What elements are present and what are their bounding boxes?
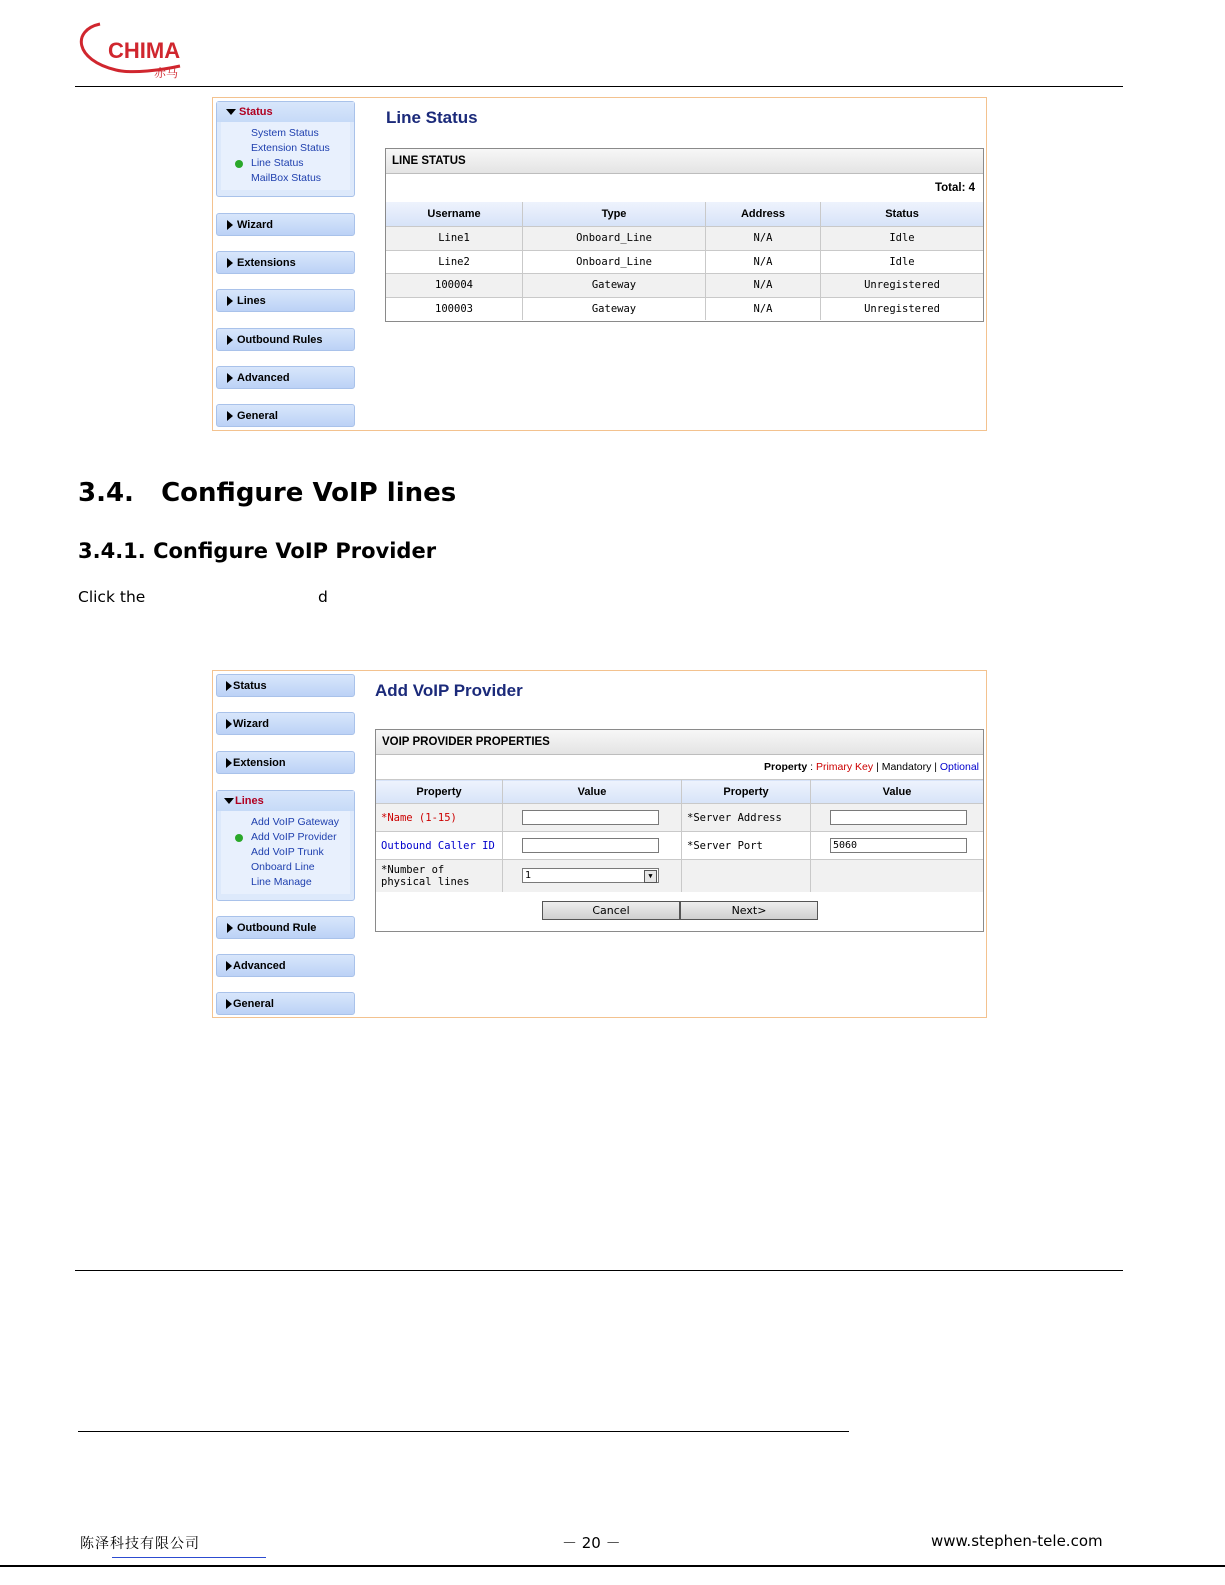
cell-address: N/A <box>706 273 821 297</box>
cancel-button[interactable]: Cancel <box>542 901 680 920</box>
nav-section-outbound-rule[interactable]: Outbound Rule <box>216 916 355 939</box>
nav-section-status[interactable] <box>216 101 355 197</box>
paragraph-start: Click the <box>78 588 146 606</box>
cell-status: Idle <box>889 255 915 268</box>
physical-lines-select[interactable]: 1 ▼ <box>522 868 659 883</box>
page-number: － 20 － <box>562 1534 621 1552</box>
caller-id-input[interactable] <box>522 838 659 853</box>
cell-type: Onboard_Line <box>523 226 706 250</box>
col-property: Property <box>682 780 811 804</box>
add-voip-provider-screenshot <box>212 670 987 1018</box>
voip-provider-form <box>375 729 984 932</box>
col-status: Status <box>885 207 919 220</box>
nav-sub-line-status[interactable]: Line Status <box>221 156 350 171</box>
triangle-right-icon <box>226 758 232 768</box>
cell-status: Unregistered <box>864 279 940 291</box>
server-address-input[interactable] <box>830 810 967 825</box>
nav-section-outbound-rules[interactable]: Outbound Rules <box>216 328 355 351</box>
nav-section-status[interactable]: Status <box>216 674 355 697</box>
physical-lines-label: *Number of physical lines <box>376 860 503 892</box>
triangle-right-icon <box>227 923 233 933</box>
cell-type: Gateway <box>523 273 706 297</box>
line-status-screenshot <box>212 97 987 431</box>
table-row <box>386 273 983 297</box>
triangle-right-icon <box>227 335 233 345</box>
table-row <box>386 297 983 320</box>
page-title: Add VoIP Provider <box>375 681 523 700</box>
property-grid <box>376 779 983 892</box>
line-status-table <box>385 148 984 322</box>
nav-section-lines[interactable]: Lines <box>216 289 355 312</box>
cell-status: Unregistered <box>864 302 940 315</box>
nav-section-wizard[interactable]: Wizard <box>216 213 355 236</box>
nav-sub-onboard-line[interactable]: Onboard Line <box>251 861 315 873</box>
footnote-rule <box>78 1431 849 1432</box>
nav-section-advanced[interactable]: Advanced <box>216 954 355 977</box>
triangle-right-icon <box>226 719 232 729</box>
nav-sub-extension-status[interactable]: Extension Status <box>251 142 330 154</box>
name-label: *Name (1-15) <box>376 804 503 832</box>
name-input[interactable] <box>522 810 659 825</box>
col-value: Value <box>503 780 682 804</box>
table-row <box>386 250 983 273</box>
cell-username: Line1 <box>386 226 523 250</box>
nav-section-general[interactable]: General <box>216 404 355 427</box>
nav-sub-mailbox-status[interactable]: MailBox Status <box>251 172 322 184</box>
col-username: Username <box>386 202 523 226</box>
property-legend: Property : Primary Key | Mandatory | Optional <box>764 761 979 773</box>
paragraph-end: d <box>318 588 328 606</box>
triangle-right-icon <box>226 999 232 1009</box>
status-grid <box>386 202 983 320</box>
footer-company: 陈泽科技有限公司 <box>80 1536 200 1552</box>
server-address-label: *Server Address <box>682 804 811 832</box>
nav-section-lines[interactable] <box>216 790 355 901</box>
nav-section-extensions[interactable]: Extensions <box>216 251 355 274</box>
triangle-right-icon <box>227 258 233 268</box>
cell-address: N/A <box>706 297 821 320</box>
form-row <box>376 804 983 832</box>
cell-type: Gateway <box>523 297 706 320</box>
nav-section-advanced[interactable]: Advanced <box>216 366 355 389</box>
company-logo <box>72 20 202 82</box>
cell-status: Idle <box>889 232 915 244</box>
section-heading: 3.4. Configure VoIP lines <box>78 478 457 508</box>
active-dot-icon <box>235 834 243 842</box>
triangle-right-icon <box>227 296 233 306</box>
footer-rule <box>75 1270 1123 1271</box>
nav-section-extension[interactable]: Extension <box>216 751 355 774</box>
col-address: Address <box>706 202 821 226</box>
cell-username: 100004 <box>386 273 523 297</box>
col-property: Property <box>376 780 503 804</box>
nav-sub-add-voip-trunk[interactable]: Add VoIP Trunk <box>251 846 324 858</box>
col-type: Type <box>523 202 706 226</box>
table-caption: VOIP PROVIDER PROPERTIES <box>376 730 983 755</box>
next-button[interactable]: Next> <box>680 901 818 920</box>
table-caption: LINE STATUS <box>386 149 983 174</box>
form-row <box>376 832 983 860</box>
svg-text:赤马: 赤马 <box>154 66 179 80</box>
nav-section-wizard[interactable]: Wizard <box>216 712 355 735</box>
page-title: Line Status <box>386 108 478 127</box>
svg-text:CHIMA: CHIMA <box>108 38 181 63</box>
total-count: Total: 4 <box>934 182 975 194</box>
triangle-down-icon <box>224 798 234 804</box>
table-row <box>386 226 983 250</box>
form-row <box>376 860 983 892</box>
triangle-right-icon <box>226 681 232 691</box>
triangle-right-icon <box>227 373 233 383</box>
triangle-right-icon <box>227 220 233 230</box>
subsection-heading: 3.4.1. Configure VoIP Provider <box>78 539 437 563</box>
cell-address: N/A <box>706 226 821 250</box>
triangle-right-icon <box>227 411 233 421</box>
nav-sub-line-manage[interactable]: Line Manage <box>251 876 312 888</box>
cell-username: Line2 <box>386 250 523 273</box>
triangle-right-icon <box>226 961 232 971</box>
header-rule <box>75 86 1123 87</box>
cell-username: 100003 <box>386 297 523 320</box>
cell-address: N/A <box>706 250 821 273</box>
server-port-label: *Server Port <box>682 832 811 860</box>
col-value: Value <box>882 785 912 798</box>
footer-website: www.stephen-tele.com <box>931 1532 1103 1550</box>
nav-sub-system-status[interactable]: System Status <box>251 127 319 139</box>
caller-id-label: Outbound Caller ID <box>376 832 503 860</box>
nav-section-label: Lines <box>235 795 264 807</box>
triangle-down-icon <box>226 109 236 115</box>
active-dot-icon <box>235 160 243 168</box>
nav-sub-add-voip-provider[interactable]: Add VoIP Provider <box>221 830 350 845</box>
chevron-down-icon[interactable]: ▼ <box>644 870 657 883</box>
bottom-rule <box>0 1565 1225 1567</box>
nav-section-label: Status <box>239 106 273 118</box>
nav-sub-add-voip-gateway[interactable]: Add VoIP Gateway <box>251 816 339 828</box>
cell-type: Onboard_Line <box>523 250 706 273</box>
server-port-input[interactable]: 5060 <box>830 838 967 853</box>
footer-underline <box>112 1557 266 1558</box>
nav-section-general[interactable]: General <box>216 992 355 1015</box>
